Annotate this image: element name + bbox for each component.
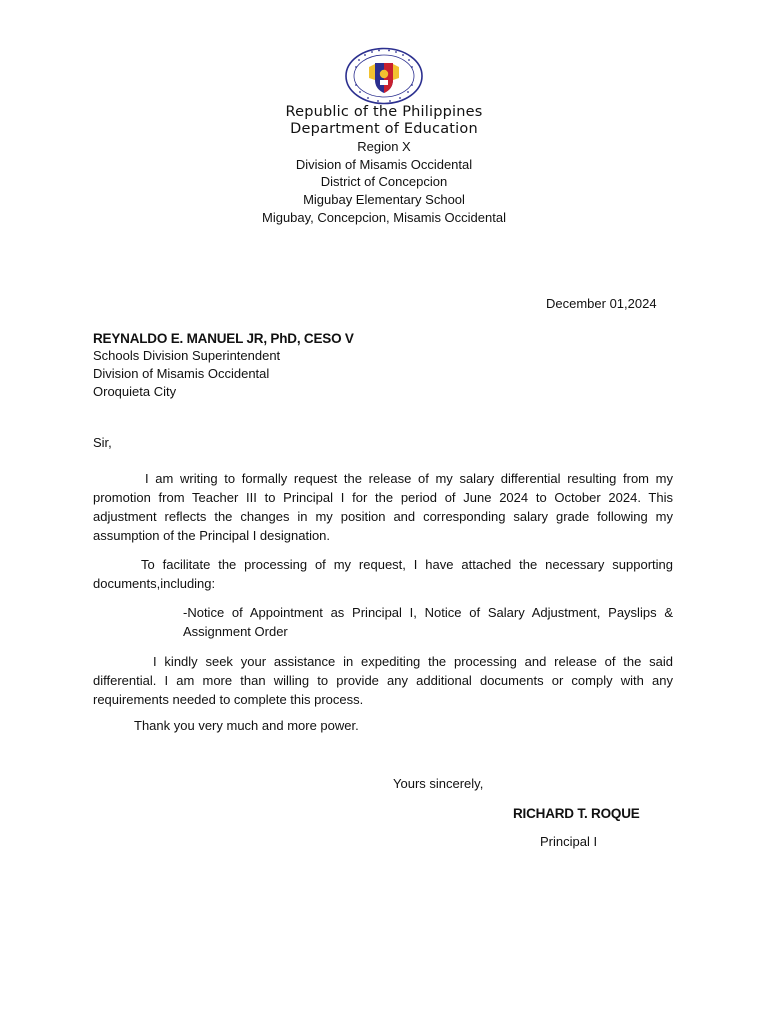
- signer-title: Principal I: [540, 834, 598, 849]
- valediction: Yours sincerely,: [393, 776, 484, 791]
- closing-thanks: Thank you very much and more power.: [134, 718, 359, 733]
- body-paragraph-1: I am writing to formally request the release of my salary differential resulting from my promotion from Teacher III to Principal I for the period of June 2024 to October 2024. This adjustment reflects the changes in my position and corresponding salary grade following my assumption of the Principal I designation.: [93, 471, 673, 543]
- header-division: Division of Misamis Occidental: [295, 157, 473, 172]
- letter-date: December 01,2024: [546, 296, 657, 311]
- header-department: Department of Education: [290, 121, 478, 137]
- recipient-division: Division of Misamis Occidental: [93, 366, 270, 381]
- salutation: Sir,: [93, 435, 112, 450]
- recipient-name: REYNALDO E. MANUEL JR, PhD, CESO V: [93, 331, 354, 346]
- attachments-list: -Notice of Appointment as Principal I, Notice of Salary Adjustment, Payslips & Assignment Order: [183, 605, 673, 639]
- header-republic: Republic of the Philippines: [285, 104, 483, 120]
- header-school: Migubay Elementary School: [303, 192, 465, 207]
- header-address: Migubay, Concepcion, Misamis Occidental: [262, 210, 506, 225]
- header-region: Region X: [357, 139, 411, 154]
- body-paragraph-3: I kindly seek your assistance in expediting the processing and release of the said differential. I am more than willing to provide any additional documents or comply with any requirements needed to complete this process.: [93, 654, 673, 707]
- header-district: District of Concepcion: [320, 174, 448, 189]
- deped-seal-icon: [344, 47, 424, 105]
- body-paragraph-2: To facilitate the processing of my request, I have attached the necessary supporting documents,including:: [93, 557, 673, 591]
- signer-name: RICHARD T. ROQUE: [513, 806, 640, 821]
- recipient-city: Oroquieta City: [93, 384, 177, 399]
- recipient-title: Schools Division Superintendent: [93, 348, 281, 363]
